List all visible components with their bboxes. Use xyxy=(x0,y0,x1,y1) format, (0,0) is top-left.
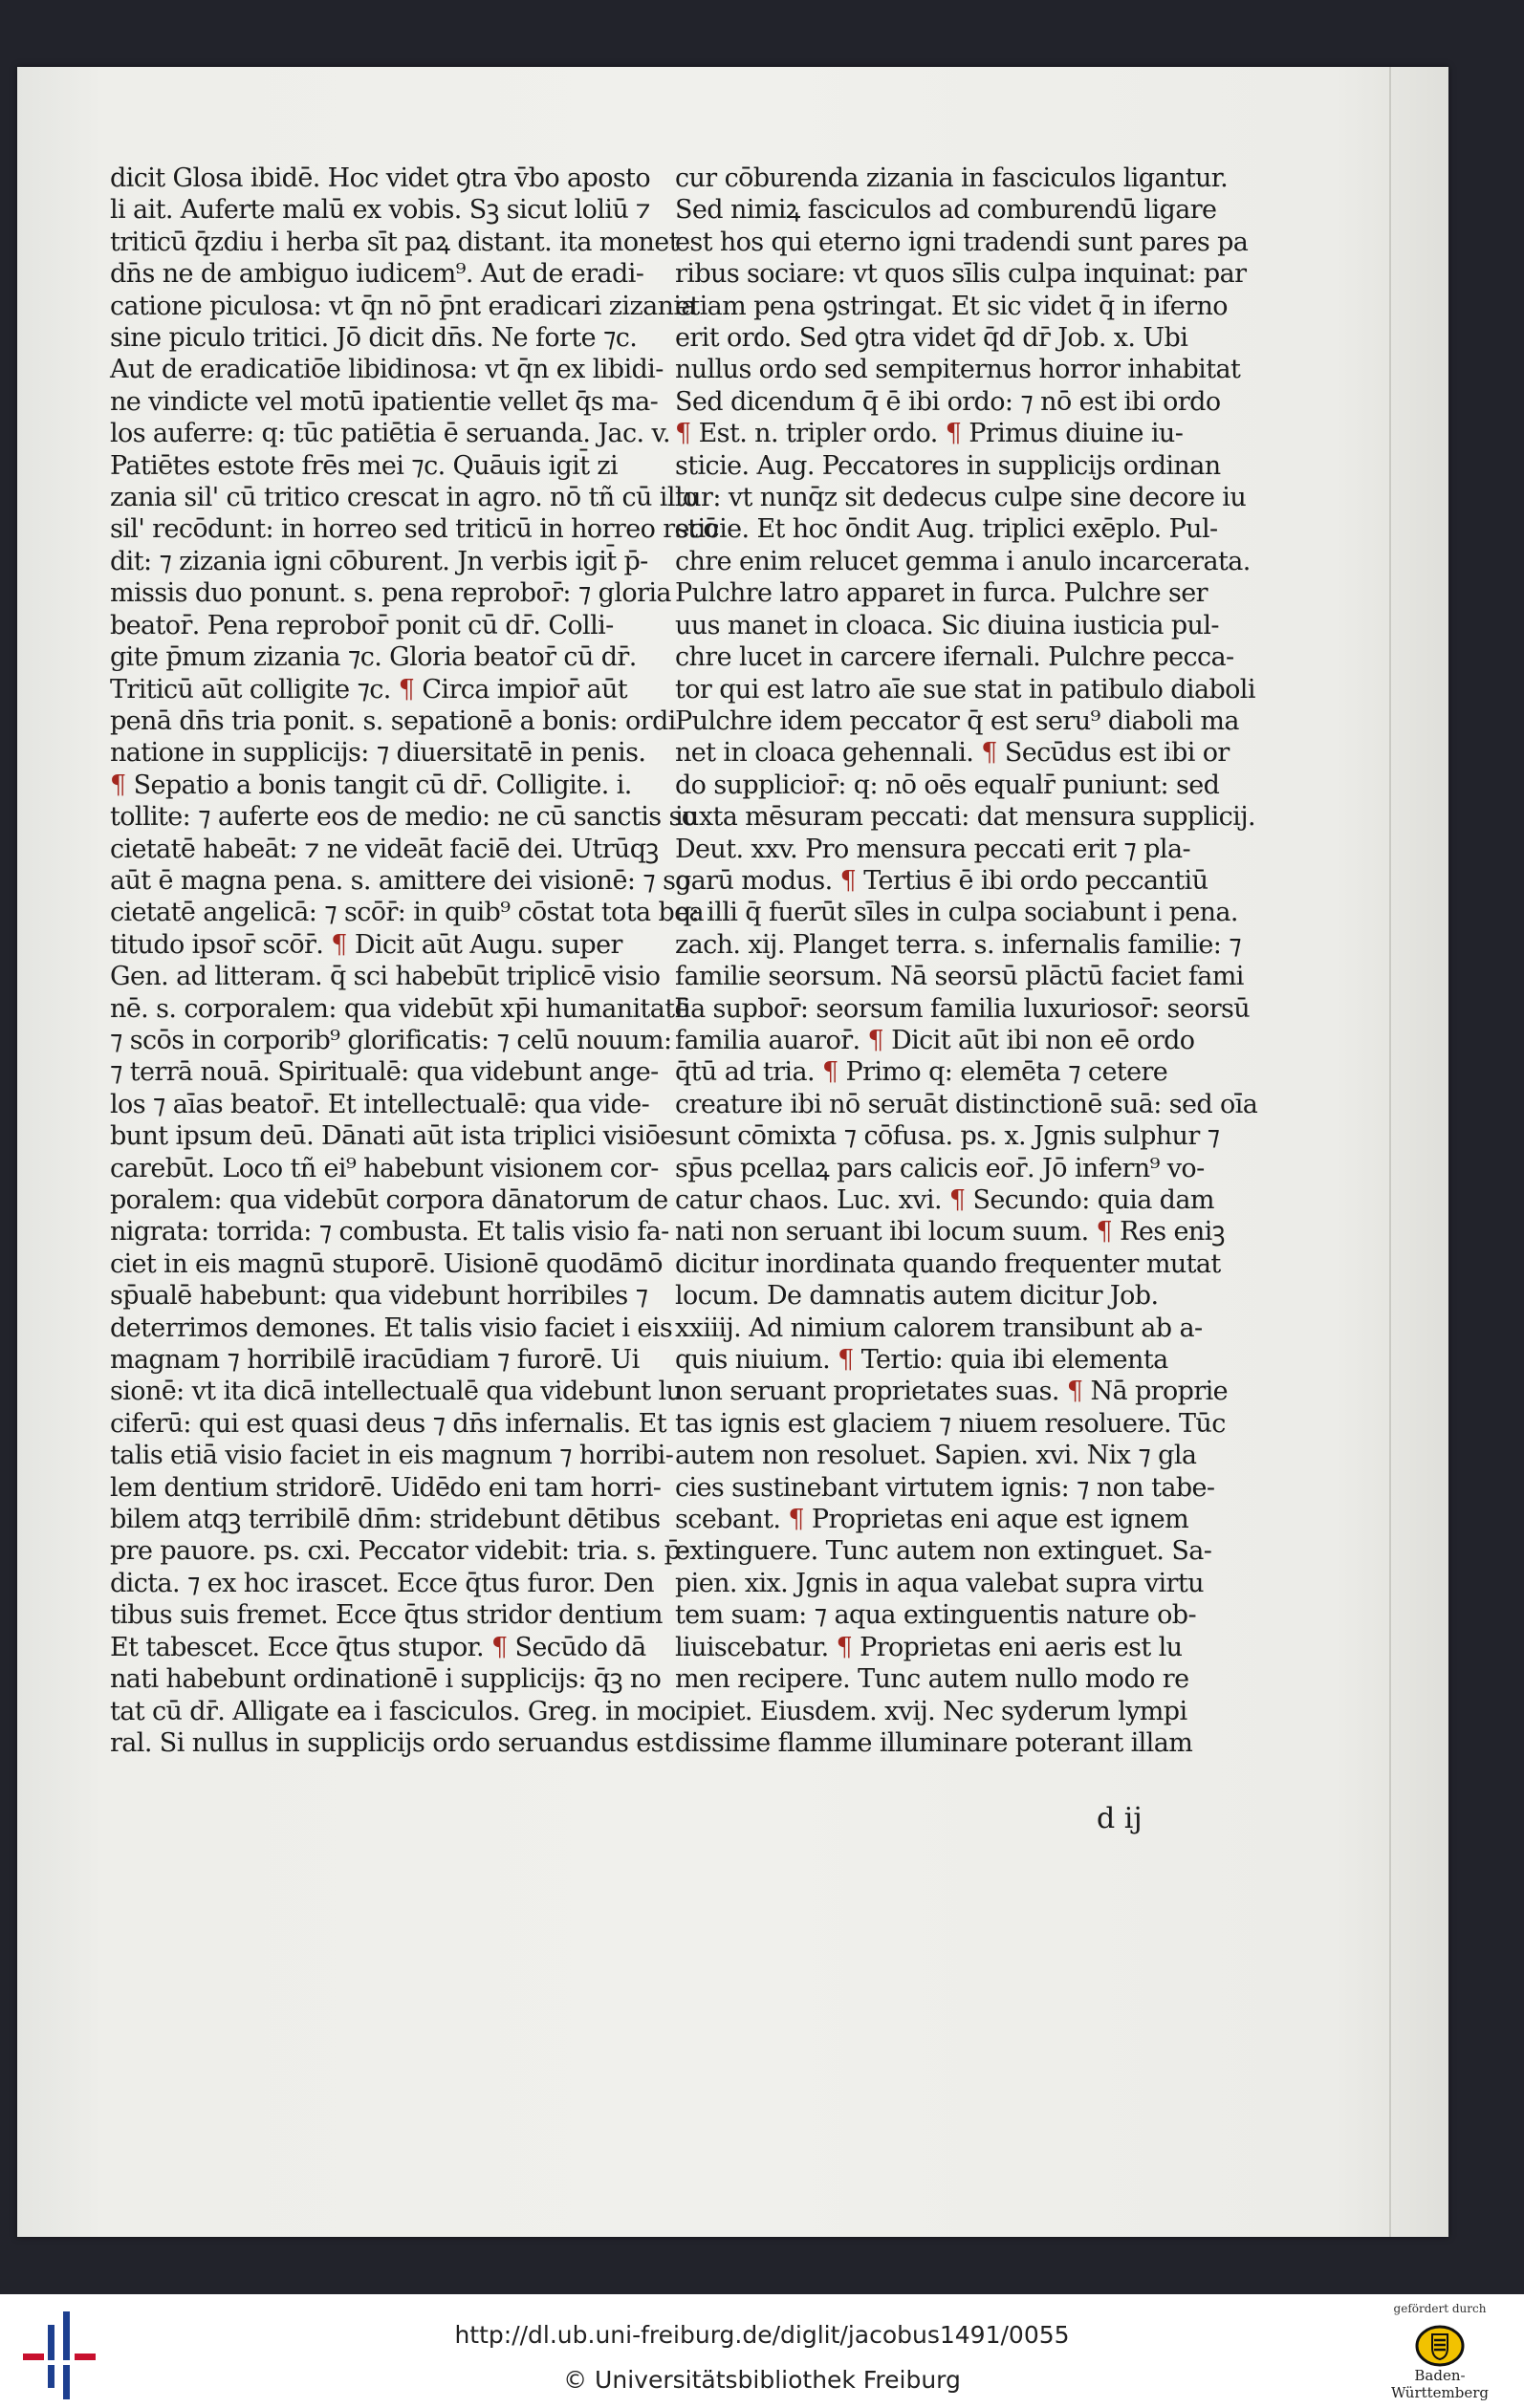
paragraph-mark: ¶ xyxy=(867,1025,884,1055)
right-column-line: non seruant proprietates suas. ¶ Nā proprie xyxy=(675,1377,1229,1407)
left-column-line: cietatē habeāt: ⁊ ne videāt faciē dei. Utrūqꝫ xyxy=(110,834,659,864)
paragraph-mark: ¶ xyxy=(490,1632,508,1662)
left-column-line: tat cū dr̄. Alligate ea i fasciculos. Greg. in mo xyxy=(110,1696,676,1726)
left-column-line: nati habebunt ordinationē i supplicijs: q̄ꝫ no xyxy=(110,1664,662,1695)
paragraph-mark: ¶ xyxy=(945,419,962,449)
left-column-line: sil' recōdunt: in horreo sed triticū in horreo recō xyxy=(110,514,719,545)
left-column-line: los auferre: q: tūc patiētia ē seruanda. Jac. v. xyxy=(110,419,670,449)
right-column-line: men recipere. Tunc autem nullo modo re xyxy=(675,1664,1189,1695)
left-column-line: Et tabescet. Ecce q̄tus stupor. ¶ Secūdo dā xyxy=(110,1632,646,1662)
right-column-line: Sed nimiꝝ fasciculos ad comburendū ligare xyxy=(675,195,1217,226)
left-column-line: talis etiā visio faciet in eis magnum ⁊ horribi- xyxy=(110,1441,674,1471)
right-column-line: cies sustinebant virtutem ignis: ⁊ non tabe- xyxy=(675,1472,1215,1503)
left-column-line: dicit Glosa ibidē. Hoc videt ꝯtra v̄bo aposto xyxy=(110,163,651,193)
right-column-line: cur cōburenda zizania in fasciculos ligantur. xyxy=(675,163,1229,193)
left-column-line: tollite: ⁊ auferte eos de medio: ne cū sanctis so xyxy=(110,802,697,833)
left-column-line: pre pauore. ps. cxi. Peccator videbit: tria. s. p̄- xyxy=(110,1536,688,1567)
left-column-line: dit: ⁊ zizania igni cōburent. Jn verbis igit̄ p̄- xyxy=(110,546,648,576)
left-column-line: ne vindicte vel motū ipatientie vellet q̄s ma- xyxy=(110,386,659,417)
right-column-line: sticie. Et hoc ōndit Aug. triplici exēplo. Pul- xyxy=(675,514,1218,545)
right-column-line: ¶ Est. n. tripler ordo. ¶ Primus diuine iu- xyxy=(675,419,1184,449)
left-column-line: titudo ipsor̄ scōr̄. ¶ Dicit aūt Augu. super xyxy=(110,929,622,960)
paragraph-mark: ¶ xyxy=(948,1185,966,1215)
right-column-line: iuxta mēsuram peccati: dat mensura supplicij. xyxy=(675,802,1255,833)
right-column-line: Deut. xxv. Pro mensura peccati erit ⁊ pla- xyxy=(675,834,1190,864)
sponsor-name: Baden-Württemberg xyxy=(1390,2367,1490,2401)
left-column-line: bunt ipsum deū. Dānati aūt ista triplici visiōe xyxy=(110,1121,675,1152)
paragraph-mark: ¶ xyxy=(788,1505,804,1535)
right-column-line: Pulchre idem peccator q̄ est seru⁹ diaboli ma xyxy=(675,705,1239,736)
left-column-line: deterrimos demones. Et talis visio faciet i eis xyxy=(110,1312,673,1343)
right-column-line: sticie. Aug. Peccatores in supplicijs ordinan xyxy=(675,450,1221,481)
paragraph-mark: ¶ xyxy=(836,1632,853,1662)
right-column-line: Sed dicendum q̄ ē ibi ordo: ⁊ nō est ibi ordo xyxy=(675,386,1221,417)
left-column-line: ⁊ scōs in corporib⁹ glorificatis: ⁊ celū nouum: xyxy=(110,1025,672,1055)
paragraph-mark: ¶ xyxy=(398,674,415,705)
sponsor-caption: gefördert durch xyxy=(1393,2302,1487,2315)
paragraph-mark: ¶ xyxy=(110,770,126,800)
right-column-line: tas ignis est glaciem ⁊ niuem resoluere. Tūc xyxy=(675,1408,1226,1439)
paragraph-mark: ¶ xyxy=(981,738,997,769)
right-column-line: scebant. ¶ Proprietas eni aque est ignem xyxy=(675,1505,1189,1535)
left-column-line: ciet in eis magnū stuporē. Uisionē quodāmō xyxy=(110,1248,663,1279)
right-column-line: familia auaror̄. ¶ Dicit aūt ibi non eē ordo xyxy=(675,1025,1195,1055)
paragraph-mark: ¶ xyxy=(1066,1377,1083,1407)
right-column-line: creature ibi nō seruāt distinctionē suā: sed oīa xyxy=(675,1089,1258,1119)
right-column-line: sp̄us pcellaꝝ pars calicis eor̄. Jō infern⁹ vo- xyxy=(675,1153,1205,1183)
right-column-line: liuiscebatur. ¶ Proprietas eni aeris est lu xyxy=(675,1632,1183,1662)
left-column-line: zania sil' cū tritico crescat in agro. nō tñ cū illo xyxy=(110,483,698,513)
right-column-line: tor qui est latro aīe sue stat in patibulo diaboli xyxy=(675,674,1255,705)
paragraph-mark: ¶ xyxy=(838,1345,854,1376)
left-column-line: Gen. ad litteram. q̄ sci habebūt triplicē visio xyxy=(110,962,661,992)
left-column-line: gite p̄mum zizania ⁊c. Gloria beator̄ cū dr̄. xyxy=(110,642,637,673)
quire-signature: d ij xyxy=(1097,1802,1143,1835)
paragraph-mark: ¶ xyxy=(1096,1217,1113,1247)
left-column-line: Patiētes estote frēs mei ⁊c. Quāuis igit̄ zi xyxy=(110,450,619,481)
right-column-line: catur chaos. Luc. xvi. ¶ Secundo: quia dam xyxy=(675,1185,1214,1215)
left-column-line: penā dn̄s tria ponit. s. sepationē a bonis: ordi xyxy=(110,705,676,736)
right-column-line: dissime flamme illuminare poterant illam xyxy=(675,1727,1193,1758)
left-column-line: los ⁊ aīas beator̄. Et intellectualē: qua vide- xyxy=(110,1089,650,1119)
right-column-line: tur: vt nunq̄z sit dedecus culpe sine decore iu xyxy=(675,483,1247,513)
left-column-line: Triticū aūt colligite ⁊c. ¶ Circa impior̄ aūt xyxy=(110,674,627,705)
left-column-line: li ait. Auferte malū ex vobis. Sꝫ sicut loliū ⁊ xyxy=(110,195,651,226)
left-column-line: natione in supplicijs: ⁊ diuersitatē in penis. xyxy=(110,738,646,769)
left-column-line: sp̄ualē habebunt: qua videbunt horribiles ⁊ xyxy=(110,1281,648,1312)
left-column-line: triticū q̄zdiu i herba sīt paꝝ distant. ita monet xyxy=(110,227,679,257)
right-column-line: erit ordo. Sed ꝯtra videt q̄d dr̄ Job. x. Ubi xyxy=(675,323,1188,354)
right-column-line: dicitur inordinata quando frequenter mutat xyxy=(675,1248,1221,1279)
right-column-line: tem suam: ⁊ aqua extinguentis nature ob- xyxy=(675,1600,1196,1631)
left-text-column xyxy=(110,163,719,1759)
right-column-line: nati non seruant ibi locum suum. ¶ Res eniꝫ xyxy=(675,1217,1225,1247)
state-coat-of-arms-icon xyxy=(1415,2321,1465,2371)
left-column-line: bilem atqꝫ terribilē dn̄m: stridebunt dētibus xyxy=(110,1505,661,1535)
paragraph-mark: ¶ xyxy=(821,1057,838,1088)
paragraph-mark: ¶ xyxy=(839,865,857,896)
left-column-line: catione piculosa: vt q̄n nō p̄nt eradicari zizania xyxy=(110,291,696,321)
left-column-line: beator̄. Pena reprobor̄ ponit cū dr̄. Colli- xyxy=(110,610,614,640)
left-column-line: lem dentium stridorē. Uidēdo eni tam horri- xyxy=(110,1472,662,1503)
right-column-line: nullus ordo sed sempiternus horror inhabitat xyxy=(675,355,1241,385)
left-column-line: cietatē angelicā: ⁊ scōr̄: in quib⁹ cōstat tota bea xyxy=(110,898,705,928)
right-column-line: est hos qui eterno igni tradendi sunt pares pa xyxy=(675,227,1249,257)
right-column-line: cipiet. Eiusdem. xvij. Nec syderum lympi xyxy=(675,1696,1187,1726)
sponsor-logo xyxy=(1373,2300,1507,2405)
left-column-line: magnam ⁊ horribilē iracūdiam ⁊ furorē. Ui xyxy=(110,1345,640,1376)
right-column-line: autem non resoluet. Sapien. xvi. Nix ⁊ gla xyxy=(675,1441,1197,1471)
right-column-line: familie seorsum. Nā seorsū plāctū faciet fami xyxy=(675,962,1244,992)
left-column-line: dicta. ⁊ ex hoc irascet. Ecce q̄tus furor. Den xyxy=(110,1568,655,1598)
right-column-line: q: illi q̄ fuerūt sīles in culpa sociabunt i pena. xyxy=(675,898,1238,928)
right-column-line: garū modus. ¶ Tertius ē ibi ordo peccantiū xyxy=(675,865,1208,896)
right-column-line: etiam pena ꝯstringat. Et sic videt q̄ in iferno xyxy=(675,291,1228,321)
right-column-line: net in cloaca gehennali. ¶ Secūdus est ibi or xyxy=(675,738,1230,769)
left-column-line: tibus suis fremet. Ecce q̄tus stridor dentium xyxy=(110,1600,663,1631)
left-column-line: carebūt. Loco tñ ei⁹ habebunt visionem cor- xyxy=(110,1153,659,1183)
page-edge xyxy=(1389,67,1391,2237)
left-column-line: ¶ Sepatio a bonis tangit cū dr̄. Colligite. i. xyxy=(110,770,632,800)
page-url-link[interactable]: http://dl.ub.uni-freiburg.de/diglit/jacobus1491/0055 xyxy=(454,2321,1070,2349)
footer-bar xyxy=(0,2294,1524,2408)
left-column-line: ral. Si nullus in supplicijs ordo seruandus est xyxy=(110,1727,674,1758)
right-column-line: quis niuium. ¶ Tertio: quia ibi elementa xyxy=(675,1345,1168,1376)
paragraph-mark: ¶ xyxy=(675,419,691,449)
left-column-line: poralem: qua videbūt corpora dānatorum de xyxy=(110,1185,668,1215)
right-column-line: zach. xij. Planget terra. s. infernalis familie: ⁊ xyxy=(675,929,1242,960)
right-text-column xyxy=(675,163,1258,1759)
right-column-line: pien. xix. Jgnis in aqua valebat supra virtu xyxy=(675,1568,1204,1598)
right-column-line: ribus sociare: vt quos sīlis culpa inquinat: par xyxy=(675,259,1247,290)
right-column-line: chre enim relucet gemma i anulo incarcerata. xyxy=(675,546,1251,576)
left-column-line: ⁊ terrā nouā. Spiritualē: qua videbunt ange- xyxy=(110,1057,659,1088)
left-column-line: nē. s. corporalem: qua videbūt xp̄i humanitatē xyxy=(110,993,689,1024)
left-column-line: nigrata: torrida: ⁊ combusta. Et talis visio fa- xyxy=(110,1217,669,1247)
left-column-line: sionē: vt ita dicā intellectualē qua videbunt lu xyxy=(110,1377,683,1407)
copyright-text: © Universitätsbibliothek Freiburg xyxy=(563,2366,961,2394)
left-column-line: ciferū: qui est quasi deus ⁊ dn̄s infernalis. Et xyxy=(110,1408,666,1439)
left-column-line: sine piculo tritici. Jō dicit dn̄s. Ne forte ⁊c. xyxy=(110,323,638,354)
right-column-line: extinguere. Tunc autem non extinguet. Sa- xyxy=(675,1536,1212,1567)
left-column-line: Aut de eradicatiōe libidinosa: vt q̄n ex libidi- xyxy=(110,355,664,385)
left-column-line: dn̄s ne de ambiguo iudicem⁹. Aut de eradi- xyxy=(110,259,644,290)
paragraph-mark: ¶ xyxy=(331,929,347,960)
right-column-line: locum. De damnatis autem dicitur Job. xyxy=(675,1281,1159,1312)
right-column-line: sunt cōmixta ⁊ cōfusa. ps. x. Jgnis sulphur ⁊ xyxy=(675,1121,1220,1152)
left-column-line: missis duo ponunt. s. pena reprobor̄: ⁊ gloria xyxy=(110,578,671,609)
right-column-line: do supplicior̄: q: nō oēs equalr̄ puniunt: sed xyxy=(675,770,1220,800)
right-column-line: uus manet in cloaca. Sic diuina iusticia pul- xyxy=(675,610,1219,640)
right-column-line: chre lucet in carcere ifernali. Pulchre pecca- xyxy=(675,642,1234,673)
right-column-line: q̄tū ad tria. ¶ Primo q: elemēta ⁊ cetere xyxy=(675,1057,1168,1088)
right-column-line: lia supbor̄: seorsum familia luxuriosor̄: seorsū xyxy=(675,993,1251,1024)
left-column-line: aūt ē magna pena. s. amittere dei visionē: ⁊ so xyxy=(110,865,691,896)
right-column-line: Pulchre latro apparet in furca. Pulchre ser xyxy=(675,578,1208,609)
right-column-line: xxiiij. Ad nimium calorem transibunt ab a- xyxy=(675,1312,1203,1343)
